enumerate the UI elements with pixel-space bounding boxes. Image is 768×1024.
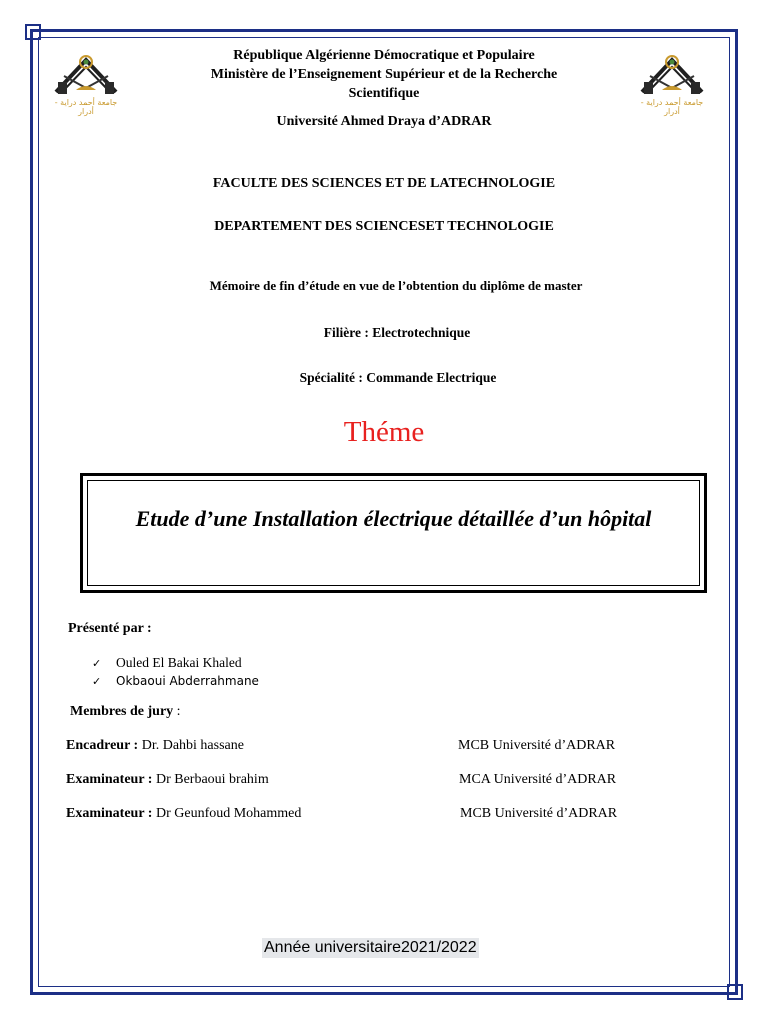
checkmark-icon: ✓ [92,657,102,670]
academic-year: Année universitaire2021/2022 [264,939,477,956]
logo-caption: جامعة أحمد دراية - أدرار [640,98,704,116]
memoire-statement: Mémoire de fin d’étude en vue de l’obtention du diplôme de master [209,278,583,293]
thesis-title-box [80,473,707,593]
jury-member-row [66,738,244,754]
theme-label: Théme [343,416,425,448]
jury-colon: : [173,704,181,719]
jury-name: Dr Berbaoui brahim [152,772,269,787]
student-name: Okbaoui Abderrahmane [116,674,259,688]
jury-role: Encadreur : [66,738,139,753]
jury-heading [70,704,181,720]
student-item [92,655,242,671]
presented-by-label: Présenté par : [68,621,152,636]
checkmark-icon: ✓ [92,675,102,688]
ministry-heading: Ministère de l’Enseignement Supérieur et de la Recherche [210,67,558,82]
ministry-heading-cont: Scientifique [348,86,420,101]
jury-member-row [66,806,301,822]
jury-name: Dr. Dahbi hassane [138,738,244,753]
university-name: Université Ahmed Draya d’ADRAR [276,114,492,129]
filiere: Filière : Electrotechnique [323,325,471,340]
faculty-name: FACULTE DES SCIENCES ET DE LATECHNOLOGIE [212,176,556,191]
jury-role: Examinateur : [66,772,153,787]
jury-label: Membres de jury [70,704,174,719]
department-name: DEPARTEMENT DES SCIENCESET TECHNOLOGIE [214,219,554,234]
thesis-title: Etude d’une Installation électrique détaillée d’un hôpital [135,506,652,531]
jury-grade: MCA Université d’ADRAR [459,772,617,787]
logo-caption: جامعة أحمد دراية - أدرار [54,98,118,116]
student-item [92,674,259,688]
republic-heading: République Algérienne Démocratique et Populaire [233,48,535,63]
jury-name: Dr Geunfoud Mohammed [152,806,302,821]
jury-member-row [66,772,269,788]
jury-role: Examinateur : [66,806,153,821]
specialite: Spécialité : Commande Electrique [299,370,497,385]
jury-grade: MCB Université d’ADRAR [460,806,618,821]
thesis-title-inner-border [87,480,700,586]
jury-grade: MCB Université d’ADRAR [458,738,616,753]
student-name: Ouled El Bakai Khaled [116,655,242,670]
